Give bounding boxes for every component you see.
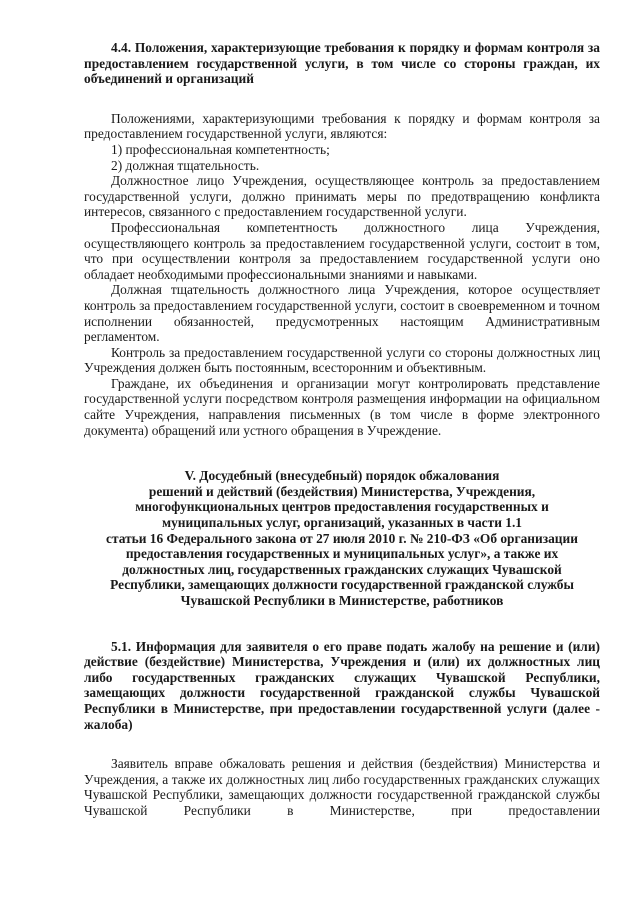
section-5-title-line: V. Досудебный (внесудебный) порядок обжалования [184,468,500,484]
section-5-title-line: многофункциональных центров предоставления государственных и [135,499,549,515]
paragraph: Заявитель вправе обжаловать решения и действия (бездействия) Министерства и Учреждения, а также их должностных лиц либо государственных гражданских служащих Чувашской Республики, замещающих должности государственной гражданской службы Чувашской Республики в Министерстве, при предоставлении [84,756,600,818]
section-5-title-line: Чувашской Республики в Министерстве, работников [180,593,504,608]
section-4-4-intro: Положениями, характеризующими требования к порядку и формам контроля за предоставлением государственной услуги, являются: [84,110,600,142]
spacer [84,438,600,468]
document-page [84,40,600,819]
list-item: 2) должная тщательность. [111,157,260,173]
paragraph: Должностное лицо Учреждения, осуществляющее контроль за предоставлением государственной услуги, должно принимать меры по предотвращению конфликта интересов, связанного с предоставлением государственной услуги. [84,173,600,220]
section-5-title-line: Республики, замещающих должности государственной гражданской службы [110,577,574,593]
section-5-title-line: предоставления государственных и муниципальных услуг», а также их [125,546,559,562]
section-5-1-heading: 5.1. Информация для заявителя о его праве подать жалобу на решение и (или) действие (бездействие) Министерства, Учреждения и (или) их должностных лиц либо государственных гражданских служащих Чувашской Республики, замещающих должности государственной гражданской службы Чувашской Республики в Министерстве, при предоставлении государственной услуги (далее - жалоба) [84,638,600,732]
section-5-title-line: статьи 16 Федерального закона от 27 июля 2010 г. № 210-ФЗ «Об организации [106,530,578,546]
section-4-4-heading: 4.4. Положения, характеризующие требования к порядку и формам контроля за предоставлением государственной услуги, в том числе со стороны граждан, их объединений и организаций [84,40,600,87]
section-5-title-line: должностных лиц, государственных гражданских служащих Чувашской [122,561,562,577]
spacer [84,87,600,111]
section-5-title [84,468,600,608]
paragraph: Профессиональная компетентность должностного лица Учреждения, осуществляющего контроль за предоставлением государственной услуги, состоит в том, что при осуществлении контроля за предоставлением государственной услуги оно обладает необходимыми профессиональными знаниями и навыками. [84,219,600,282]
section-5-title-line: решений и действий (бездействия) Министерства, Учреждения, [148,483,536,499]
paragraph: Должная тщательность должностного лица Учреждения, которое осуществляет контроль за предоставлением государственной услуги, состоит в своевременном и точном исполнении обязанностей, предусмотренных настоящим Административным регламентом. [84,282,600,345]
list-item: 1) профессиональная компетентность; [111,141,330,157]
section-5-title-line: муниципальных услуг, организаций, указанных в части 1.1 [161,515,523,531]
spacer [84,609,600,639]
paragraph: Контроль за предоставлением государственной услуги со стороны должностных лиц Учреждения должен быть постоянным, всесторонним и объективным. [84,344,600,376]
spacer [84,732,600,756]
paragraph: Граждане, их объединения и организации могут контролировать представление государственной услуги посредством контроля размещения информации на официальном сайте Учреждения, направления письменных (в том числе в форме электронного документа) обращений или устного обращения в Учреждение. [84,375,600,438]
